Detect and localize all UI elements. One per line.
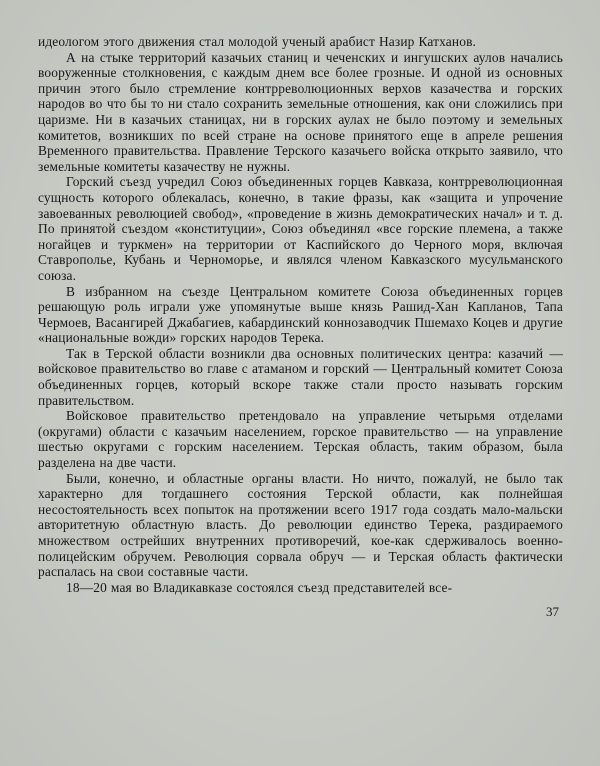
page-number: 37 — [546, 604, 559, 620]
paragraph: Так в Терской области возникли два основных политических центра: казачий — войсковое правительство во главе с атаманом и горский — Центральный комитет Союза объединенных горцев, который вскоре также стали просто называть горским правительством. — [38, 345, 563, 408]
paragraph: А на стыке территорий казачьих станиц и чеченских и ингушских аулов начались вооруженные столкновения, с каждым днем все более грозные. И одной из основных причин этого было стремление контрреволюционных верхов казачества и горских народов во что бы то ни стало сохранить земельные отношения, как они сложились при царизме. Ни в казачьих станицах, ни в горских аулах не было поэтому и земельных комитетов, возникших по всей стране на основе принятого еще в апреле решения Временного правительства. Правление Терского казачьего войска открыто заявило, что земельные комитеты казачеству не нужны. — [38, 49, 563, 174]
paragraph: Войсковое правительство претендовало на управление четырьмя отделами (округами) области с казачьим населением, горское правительство — на управление шестью округами с горским населением. Терская область, таким образом, была разделена на две части. — [38, 408, 563, 471]
page-text — [38, 34, 563, 595]
paragraph: 18—20 мая во Владикавказе состоялся съезд представителей все- — [66, 579, 453, 595]
paragraph: Были, конечно, и областные органы власти. Но ничто, пожалуй, не было так характерно для тогдашнего состояния Терской области, как полнейшая несостоятельность всех попыток на протяжении всего 1917 года создать мало-мальски авторитетную областную власть. До революции единство Терека, раздираемого множеством острейших внутренних противоречий, кое-как сдерживалось военно-полицейским обручем. Революция сорвала обруч — и Терская область фактически распалась на свои составные части. — [38, 470, 563, 580]
paragraph: В избранном на съезде Центральном комитете Союза объединенных горцев решающую роль играли уже упомянутые выше князь Рашид-Хан Капланов, Тапа Чермоев, Васангирей Джабагиев, кабардинский коннозаводчик Пшемахо Коцев и другие «национальные вожди» горских народов Терека. — [38, 283, 563, 346]
paragraph: идеологом этого движения стал молодой ученый арабист Назир Катханов. — [38, 34, 477, 49]
paragraph: Горский съезд учредил Союз объединенных горцев Кавказа, контрреволюционная сущность которого облекалась, конечно, в такие фразы, как «защита и упрочение завоеванных революцией свобод», «проведение в жизнь демократических начал» и т. д. По принятой съездом «конституции», Союз объединял «все горские племена, а также ногайцев и туркмен» на территории от Каспийского до Черного моря, включая Ставрополье, Кубань и Черноморье, и являлся членом Кавказского мусульманского союза. — [38, 174, 563, 283]
